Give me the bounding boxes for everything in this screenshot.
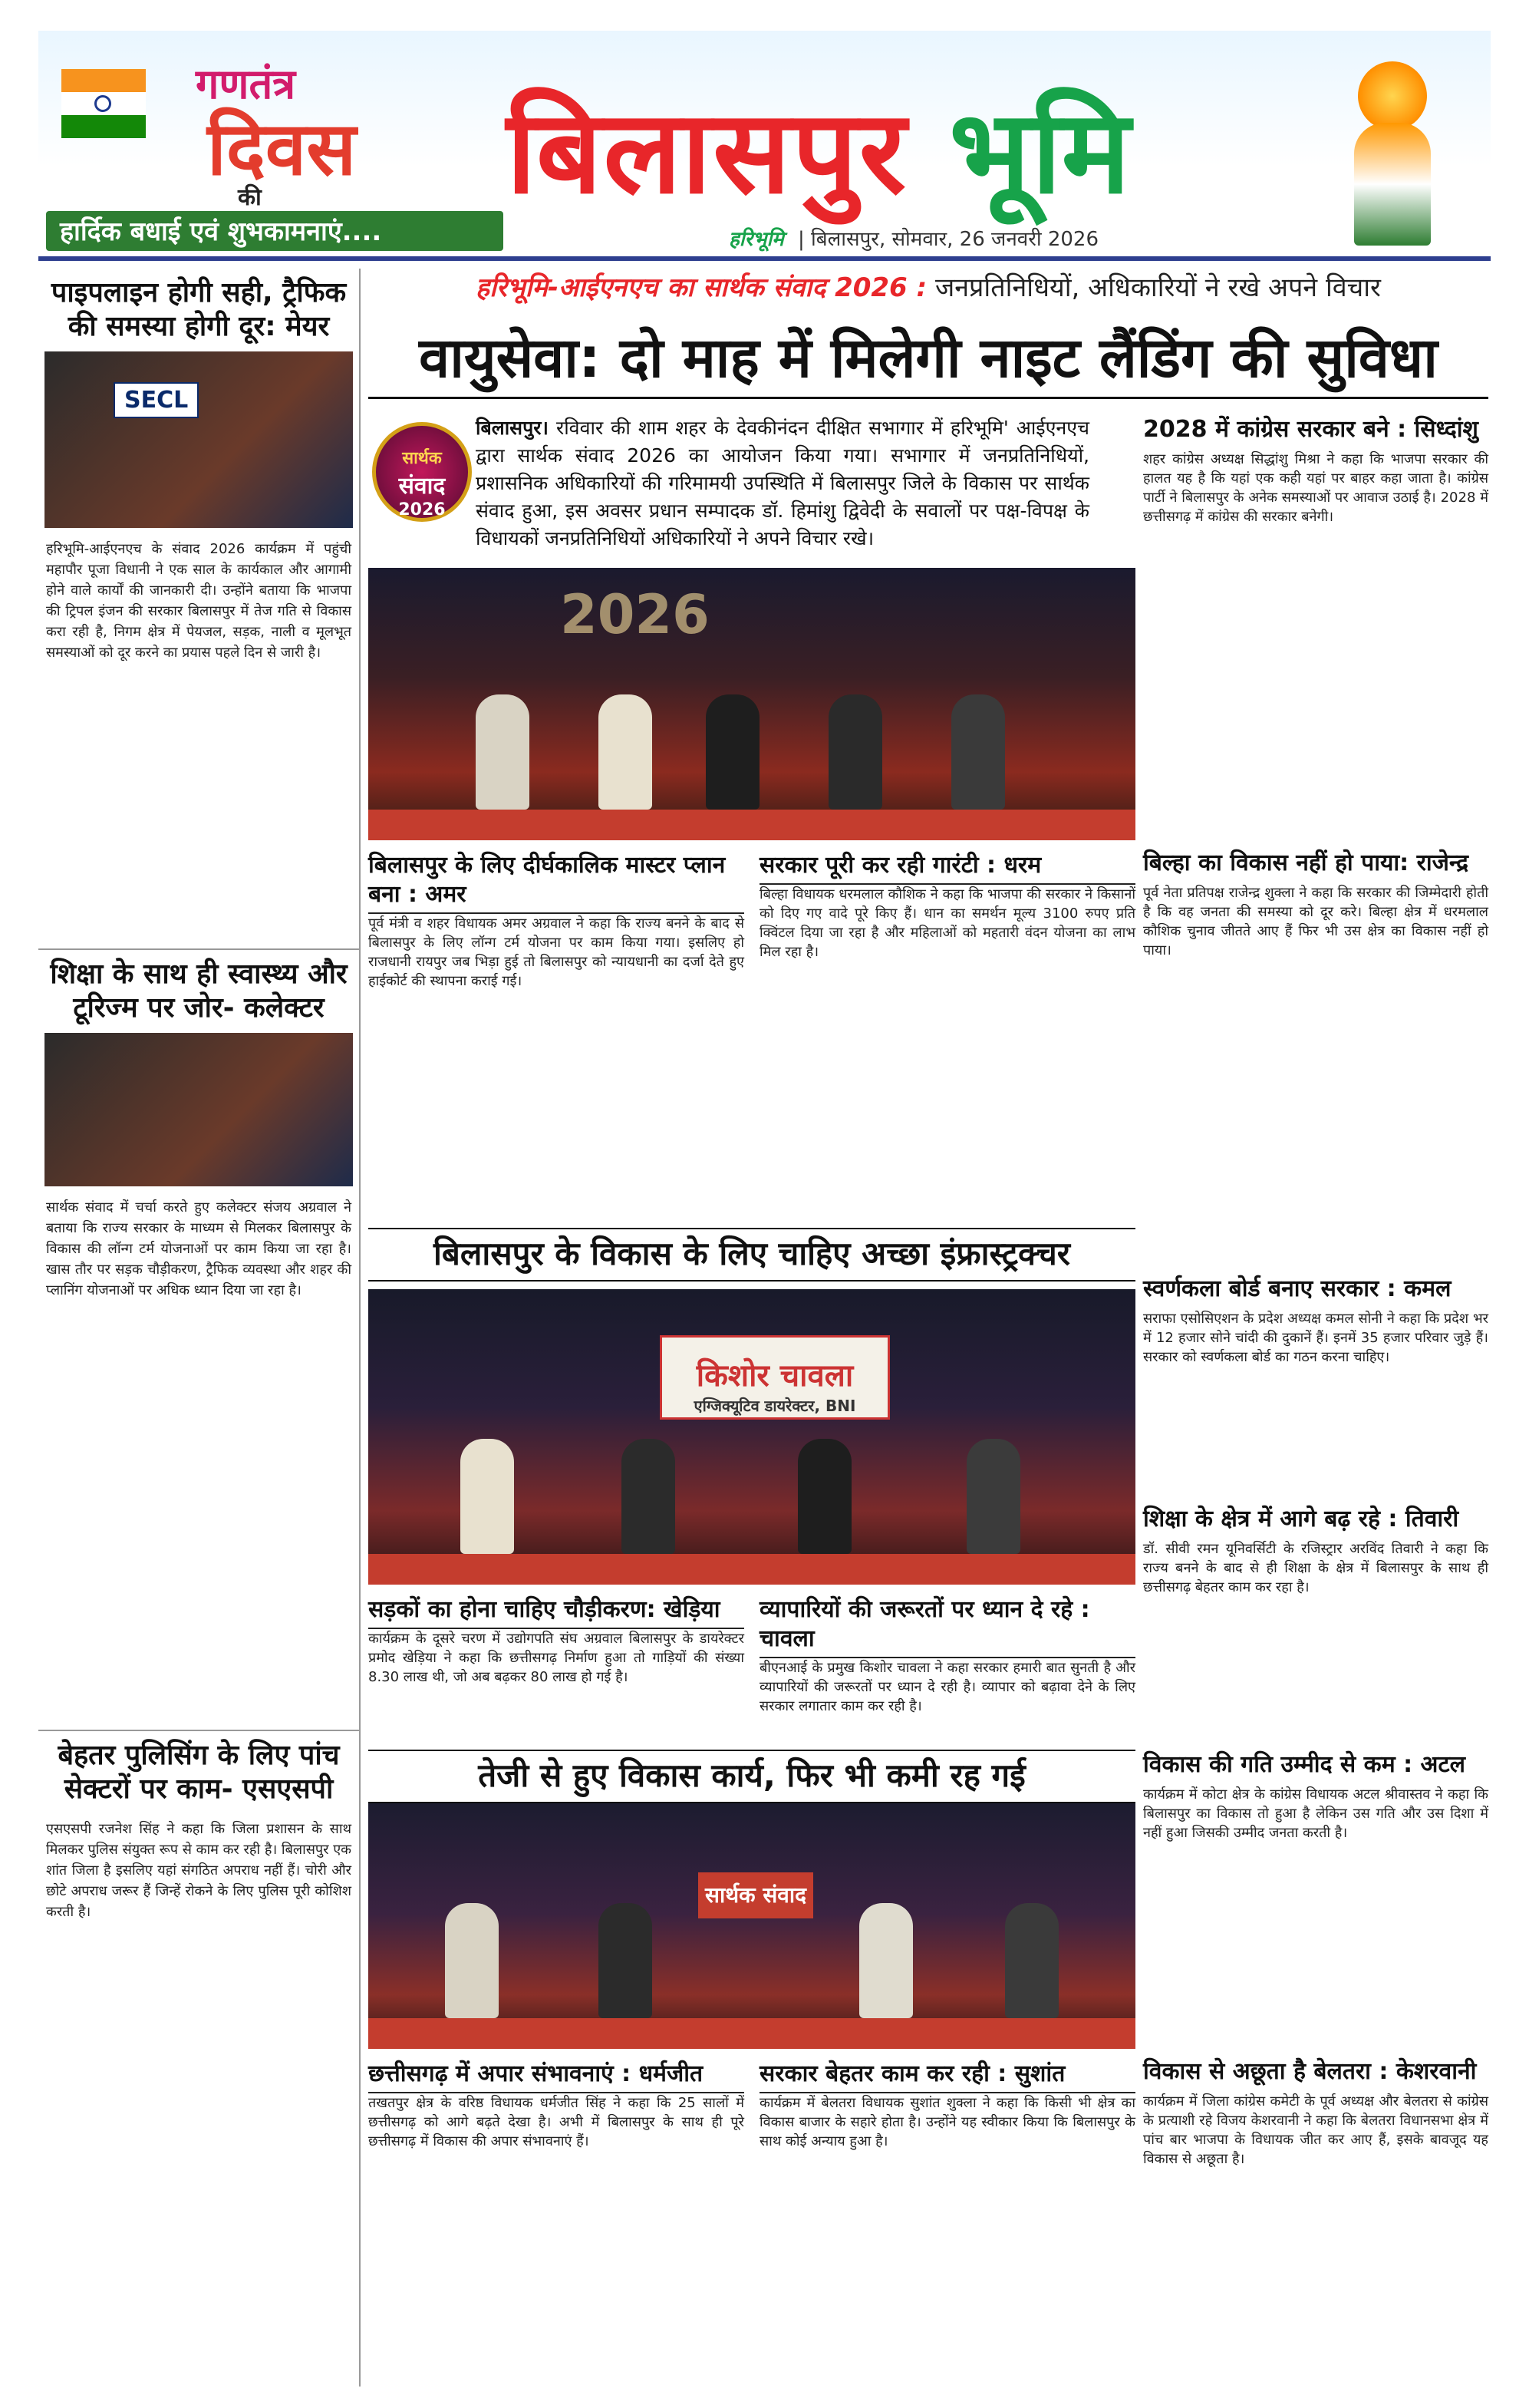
left-sidebar [38,269,361,2387]
intro-text: रविवार की शाम शहर के देवकीनंदन दीक्षित सभागार में हरिभूमि' आईएनएच द्वारा सार्थक संवाद 2026 का आयोजन किया गया। सभागार में जनप्रतिनिधियों, प्रशासनिक अधिकारियों की गरिमामयी उपस्थिति में बिलासपुर जिले के विकास पर सार्थक संवाद हुआ, इस अवसर प्रधान सम्पादक डॉ. हिमांशु द्विवेदी के सवालों पर पक्ष-विपक्ष के विधायकों जनप्रतिनिधियों अधिकारियों ने अपने विचार रखे। [476,417,1089,549]
story-dharamjeet [368,2057,744,2394]
republic-day-logo [61,46,460,230]
badge-line-3: 2026 [398,500,446,520]
stage-sign: सार्थक संवाद [698,1872,813,1918]
photo-banner: 2026 [560,583,710,646]
person [706,694,760,810]
headline-sushant: सरकार बेहतर काम कर रही : सुशांत [760,2057,1135,2093]
person [598,1903,652,2018]
headline-khediya: सड़कों का होना चाहिए चौड़ीकरण: खेड़िया [368,1592,744,1629]
indian-flag-icon [61,69,146,138]
person [598,694,652,810]
person [829,694,882,810]
text-dharamjeet: तखतपुर क्षेत्र के वरिष्ठ विधायक धर्मजीत सिंह ने कहा कि 25 सालों में छत्तीसगढ़ को आगे बढ़ते देखा है। अभी में बिलासपुर के साथ ही पूरे छत्तीसगढ़ में विकास की अपार संभावनाएं हैं। [368,2095,744,2149]
dateline [729,224,1099,252]
text-chawla: बीएनआई के प्रमुख किशोर चावला ने कहा सरकार हमारी बात सुनती है और व्यापारियों की जरूरतों पर ध्यान दे रही है। व्यापार को बढ़ावा देने के लिए सरकार लगातार काम कर रही है। [760,1660,1135,1714]
text-dharam: बिल्हा विधायक धरमलाल कौशिक ने कहा कि भाजपा की सरकार ने किसानों को दिए गए वादे पूरे किए हैं। धान का समर्थन मूल्य 3100 रुपए प्रति क्विंटल दिया जा रहा है और महिलाओं को महतारी वंदन योजना का लाभ मिल रहा है। [760,886,1135,960]
logo-ki: की [238,184,262,211]
story-amar [368,848,744,1216]
story-dharam [760,848,1135,1216]
samvad-badge [372,422,472,549]
sidebar-photo-1 [44,351,353,528]
intro-dateline: बिलासपुर। [476,417,549,439]
masthead [38,31,1491,261]
right-story-5 [1143,1750,1488,2018]
event-band-prefix: हरिभूमि-आईएनएच का सार्थक संवाद 2026 : [476,272,928,303]
stage [368,2018,1135,2049]
logo-gantantra: गणतंत्र [196,59,296,108]
greeting-banner: हार्दिक बधाई एवं शुभकामनाएं.... [46,211,503,251]
badge-line-2: संवाद [398,473,446,500]
title-part-1: बिलासपुर [506,84,908,219]
person [445,1903,499,2018]
person [621,1439,675,1554]
sidebar-photo-2 [44,1033,353,1186]
right-text-3: सराफा एसोसिएशन के प्रदेश अध्यक्ष कमल सोनी ने कहा कि प्रदेश भर में 12 हजार सोने चांदी की दुकानें हैं। इनमें 35 हजार परिवार जुड़े हैं। सरकार को स्वर्णकला बोर्ड का गठन करना चाहिए। [1143,1311,1488,1365]
divider [38,948,359,950]
right-story-1 [1143,414,1488,783]
date-text: | बिलासपुर, सोमवार, 26 जनवरी 2026 [798,228,1099,251]
bharat-mata-figure [1327,38,1465,246]
headline-amar: बिलासपुर के लिए दीर्घकालिक मास्टर प्लान बना : अमर [368,848,744,914]
right-headline-6: विकास से अछूता है बेलतरा : केशरवानी [1143,2058,1477,2085]
stage [368,1554,1135,1585]
right-story-6 [1143,2057,1488,2379]
right-headline-4: शिक्षा के क्षेत्र में आगे बढ़ रहे : तिवारी [1143,1506,1459,1532]
sidebar-headline-2: शिक्षा के साथ ही स्वास्थ्य और टूरिज्म पर जोर- कलेक्टर [50,958,348,1024]
story-chawla [760,1592,1135,1746]
logo-diwas: दिवस [207,105,357,192]
right-story-2 [1143,848,1488,1216]
stage [368,810,1135,840]
sidebar-headline-1: पाइपलाइन होगी सही, ट्रैफिक की समस्या होगी दूर: मेयर [51,277,347,342]
lead-intro [476,414,1089,583]
sidebar-headline-3: बेहतर पुलिसिंग के लिए पांच सेक्टरों पर काम- एसएसपी [58,1740,340,1805]
right-headline-1: 2028 में कांग्रेस सरकार बने : सिध्दांशु [1143,416,1478,443]
person [798,1439,852,1554]
right-story-4 [1143,1504,1488,1719]
sidebar-text-1: हरिभूमि-आईएनएच के संवाद 2026 कार्यक्रम में पहुंची महापौर पूजा विधानी ने एक साल के कार्यकाल और आगामी होने वाले कार्यों की जानकारी दी। उन्होंने बताया कि भाजपा की ट्रिपल इंजन की सरकार बिलासपुर में तेज गति से विकास करा रही है, निगम क्षेत्र में पेयजल, सड़क, नाली व मूलभूत समस्याओं को दूर करने का प्रयास पहले दिन से जारी है। [46,541,351,661]
story-sushant [760,2057,1135,2394]
newspaper-title [506,69,1132,226]
event-band-rest: जनप्रतिनिधियों, अधिकारियों ने रखे अपने विचार [927,272,1381,303]
infra-headline: बिलासपुर के विकास के लिए चाहिए अच्छा इंफ्रास्ट्रक्चर [368,1228,1135,1282]
lead-photo [368,568,1135,840]
text-khediya: कार्यक्रम के दूसरे चरण में उद्योगपति संघ अग्रवाल बिलासपुर के डायरेक्टर प्रमोद खेड़िया ने कहा कि छत्तीसगढ़ निर्माण हुआ तो गाड़ियों की संख्या 8.30 लाख थी, जो अब बढ़कर 80 लाख हो गई है। [368,1631,744,1685]
ashoka-chakra-icon [61,92,146,115]
right-text-4: डॉ. सीवी रमन यूनिवर्सिटी के रजिस्ट्रार अरविंद तिवारी ने कहा कि राज्य बनने के बाद से ही शिक्षा के क्षेत्र में बिलासपुर के साथ ही छत्तीसगढ़ बेहतर काम कर रहा है। [1143,1541,1488,1595]
right-headline-2: बिल्हा का विकास नहीं हो पाया: राजेन्द्र [1143,849,1469,876]
headline-chawla: व्यापारियों की जरूरतों पर ध्यान दे रहे : चावला [760,1592,1135,1658]
board-title: एग्जिक्यूटिव डायरेक्टर, BNI [694,1397,856,1415]
sidebar-text-2: सार्थक संवाद में चर्चा करते हुए कलेक्टर संजय अग्रवाल ने बताया कि राज्य सरकार के माध्यम से मिलकर बिलासपुर के विकास की लॉन्ग टर्म योजनाओं पर काम किया जा रहा है। खास तौर पर सड़क चौड़ीकरण, ट्रैफिक व्यवस्था और शहर की प्लानिंग योजनाओं पर अधिक ध्यान दिया जा रहा है। [46,1199,351,1298]
story-khediya [368,1592,744,1746]
right-text-2: पूर्व नेता प्रतिपक्ष राजेन्द्र शुक्ला ने कहा कि सरकार की जिम्मेदारी होती है कि वह जनता की समस्या को दूर करे। बिल्हा क्षेत्र में धरमलाल कौशिक चुनाव जीतते आए हैं फिर भी उस क्षेत्र का विकास नहीं हो पाया। [1143,885,1488,958]
headline-dharam: सरकार पूरी कर रही गारंटी : धरम [760,848,1135,885]
title-part-2: भूमि [949,84,1132,219]
right-text-6: कार्यक्रम में जिला कांग्रेस कमेटी के पूर्व अध्यक्ष और बेलतरा से कांग्रेस के प्रत्याशी रहे विजय केशरवानी ने कहा कि बेलतरा विधानसभा क्षेत्र में पांच बार भाजपा के विधायक जीत कर आए हैं, इसके बावजूद यह विकास से अछूता है। [1143,2093,1488,2167]
board-name: किशोर चावला [696,1358,854,1394]
person [859,1903,913,2018]
lead-headline: वायुसेवा: दो माह में मिलेगी नाइट लैंडिंग की सुविधा [368,318,1488,399]
text-amar: पूर्व मंत्री व शहर विधायक अमर अग्रवाल ने कहा कि राज्य बनने के बाद से बिलासपुर के लिए लॉन्ग टर्म योजना पर काम किया गया। इसलिए हो राजधानी रायपुर जब भिड़ा हुई तो बिलासपुर को न्यायधानी का दर्जा देते हुए हाईकोर्ट की स्थापना कराई गई। [368,915,744,989]
right-text-5: कार्यक्रम में कोटा क्षेत्र के कांग्रेस विधायक अटल श्रीवास्तव ने कहा कि बिलासपुर का विकास तो हुआ है लेकिन उस गति और उस दिशा में नहीं हुआ जिसकी उम्मीद जनता करती है। [1143,1786,1488,1841]
person [1005,1903,1059,2018]
divider [38,1730,359,1731]
person [967,1439,1020,1554]
development-headline: तेजी से हुए विकास कार्य, फिर भी कमी रह गई [368,1750,1135,1803]
right-story-3 [1143,1274,1488,1489]
sidebar-text-3: एसएसपी रजनेश सिंह ने कहा कि जिला प्रशासन के साथ मिलकर पुलिस संयुक्त रूप से काम कर रही है। बिलासपुर एक शांत जिला है इसलिए यहां संगठित अपराध नहीं हैं। चोरी और छोटे अपराध जरूर हैं जिन्हें रोकने के लिए पुलिस पूरी कोशिश करती है। [46,1821,351,1920]
headline-dharamjeet: छत्तीसगढ़ में अपार संभावनाएं : धर्मजीत [368,2057,744,2093]
person [951,694,1005,810]
development-photo [368,1803,1135,2049]
name-board [660,1335,890,1420]
photo-tag: SECL [114,382,199,418]
brand-name: हरिभूमि [729,228,784,251]
right-headline-3: स्वर्णकला बोर्ड बनाए सरकार : कमल [1143,1275,1452,1302]
badge-line-1: सार्थक [402,449,442,468]
text-sushant: कार्यक्रम में बेलतरा विधायक सुशांत शुक्ला ने कहा कि किसी भी क्षेत्र का विकास बाजार के सहारे होता है। उन्होंने यह स्वीकार किया कि बिलासपुर के साथ कोई अन्याय हुआ है। [760,2095,1135,2149]
right-headline-5: विकास की गति उम्मीद से कम : अटल [1143,1751,1465,1778]
infra-photo [368,1289,1135,1585]
person [460,1439,514,1554]
right-text-1: शहर कांग्रेस अध्यक्ष सिद्धांशु मिश्रा ने कहा कि भाजपा सरकार की हालत यह है कि यहां एक कही यहां पर बाहर कहा जाता है। कांग्रेस पार्टी ने बिलासपुर के अनेक समस्याओं पर आवाज उठाई है। 2028 में छत्तीसगढ़ में कांग्रेस की सरकार बनेगी। [1143,451,1488,525]
event-band [368,269,1488,315]
person [476,694,529,810]
